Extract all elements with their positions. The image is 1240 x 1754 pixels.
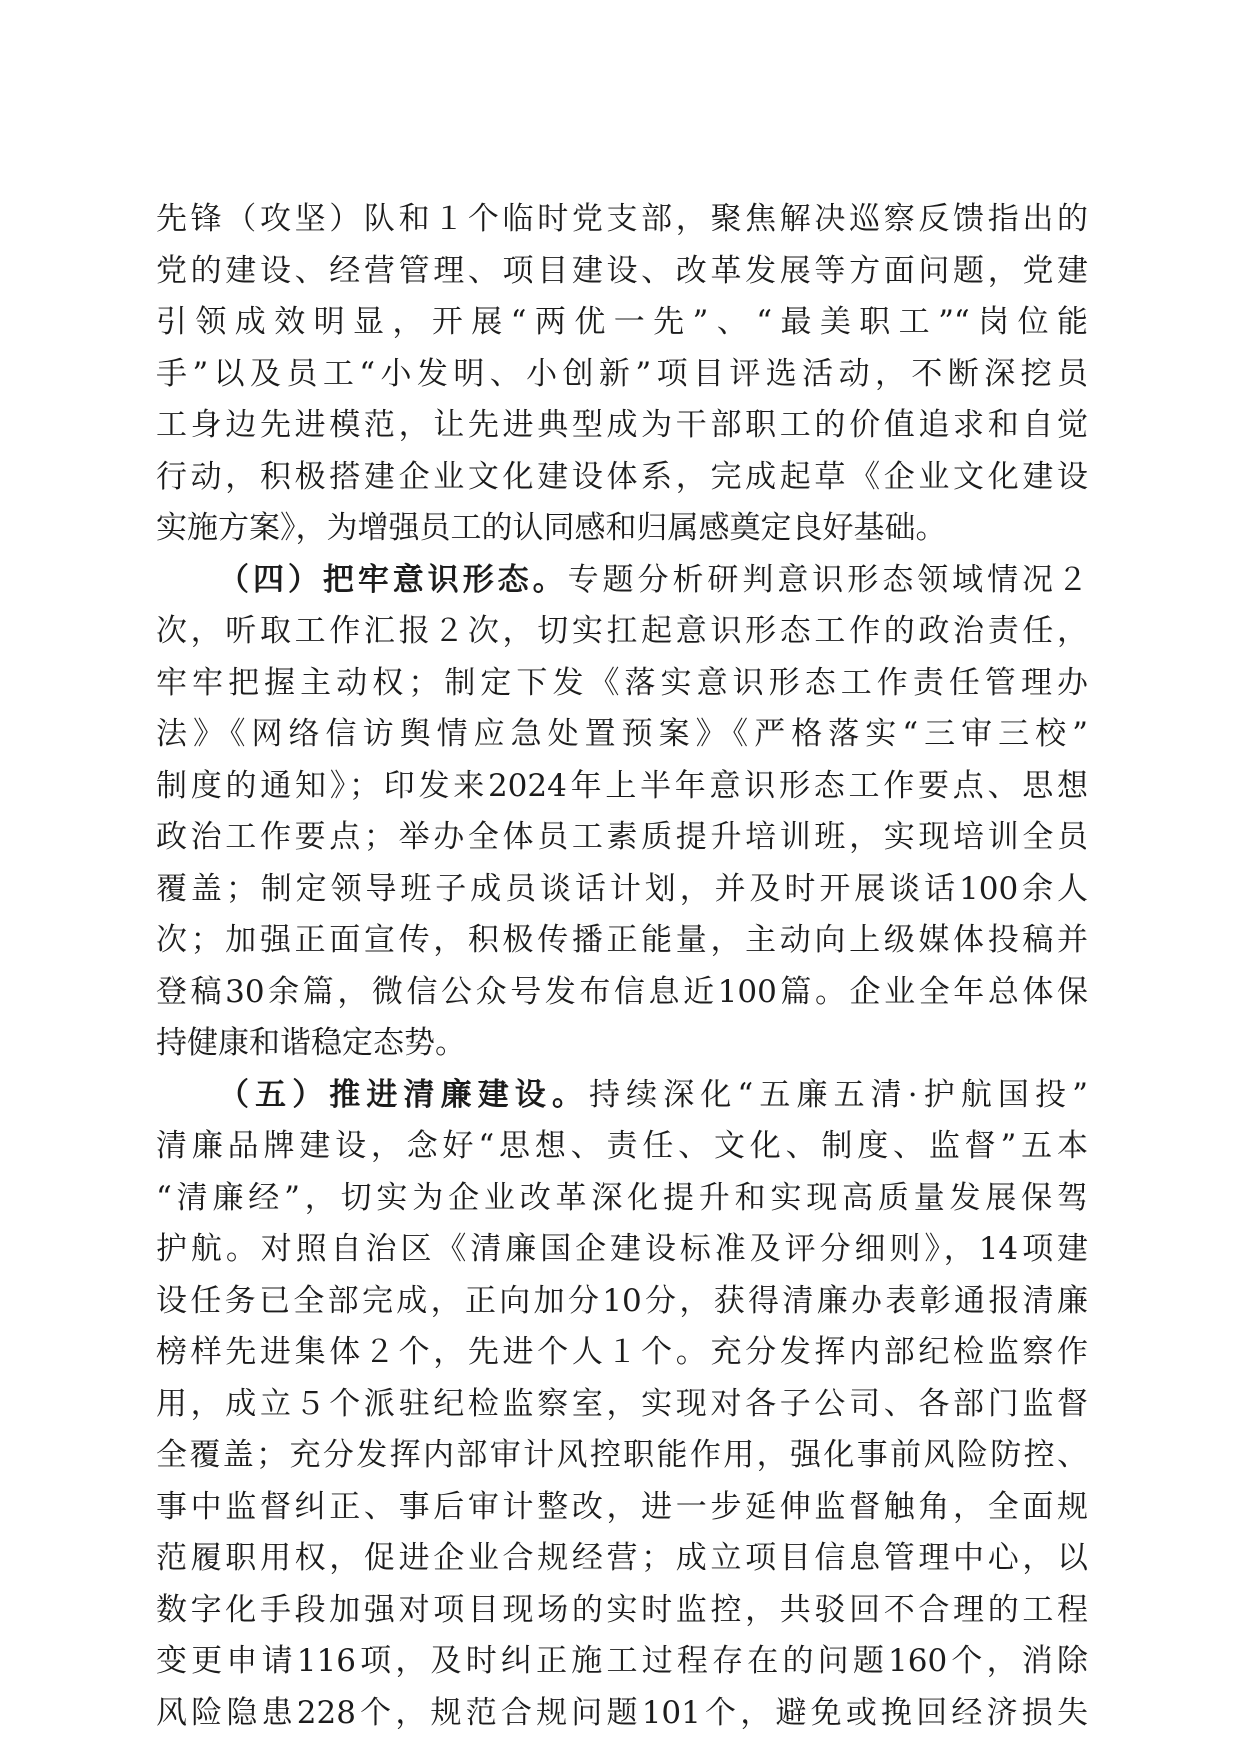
paragraph-integrity bbox=[156, 1070, 1088, 1740]
text-line: 实施方案》，为增强员工的认同感和归属感奠定良好基础。 bbox=[156, 510, 947, 546]
text-line: 次；加强正面宣传，积极传播正能量，主动向上级媒体投稿并 bbox=[156, 922, 1088, 958]
text-line: 政治工作要点；举办全体员工素质提升培训班，实现培训全员 bbox=[156, 819, 1088, 855]
text-line: 制度的通知》；印发来2024年上半年意识形态工作要点、思想 bbox=[156, 767, 1088, 804]
paragraph-first-line bbox=[156, 1070, 1088, 1122]
text-line: 设任务已全部完成，正向加分10分，获得清廉办表彰通报清廉 bbox=[156, 1282, 1088, 1319]
text-line: 清廉品牌建设，念好“思想、责任、文化、制度、监督”五本 bbox=[156, 1128, 1088, 1164]
text-line: 行动，积极搭建企业文化建设体系，完成起草《企业文化建设 bbox=[156, 458, 1088, 495]
text-line: 榜样先进集体２个，先进个人１个。充分发挥内部纪检监察作 bbox=[156, 1334, 1088, 1370]
section-heading: （五）推进清廉建设。 bbox=[218, 1076, 590, 1113]
text-line: 范履职用权，促进企业合规经营；成立项目信息管理中心，以 bbox=[156, 1540, 1088, 1576]
text-line: “清廉经”，切实为企业改革深化提升和实现高质量发展保驾 bbox=[156, 1179, 1088, 1216]
document-body bbox=[156, 194, 1088, 1739]
text-line: 护航。对照自治区《清廉国企建设标准及评分细则》，14项建 bbox=[156, 1231, 1088, 1267]
text-span: 持续深化“五廉五清·护航国投” bbox=[589, 1076, 1088, 1113]
section-heading: （四）把牢意识形态。 bbox=[218, 561, 568, 598]
paragraph-ideology bbox=[156, 555, 1088, 1070]
text-line: 手”以及员工“小发明、小创新”项目评选活动，不断深挖员 bbox=[156, 355, 1088, 392]
text-line: 牢牢把握主动权；制定下发《落实意识形态工作责任管理办 bbox=[156, 664, 1088, 701]
text-line: 次，听取工作汇报２次，切实扛起意识形态工作的政治责任， bbox=[156, 613, 1088, 649]
text-line: 引领成效明显，开展“两优一先”、“最美职工”“岗位能 bbox=[156, 304, 1088, 340]
text-span: 专题分析研判意识形态领域情况２ bbox=[567, 561, 1089, 598]
text-line: 用，成立５个派驻纪检监察室，实现对各子公司、各部门监督 bbox=[156, 1385, 1088, 1422]
text-line: 登稿30余篇，微信公众号发布信息近100篇。企业全年总体保 bbox=[156, 973, 1088, 1010]
text-line: 党的建设、经营管理、项目建设、改革发展等方面问题，党建 bbox=[156, 252, 1088, 289]
text-line: 全覆盖；充分发挥内部审计风控职能作用，强化事前风险防控、 bbox=[156, 1437, 1088, 1473]
text-line: 数字化手段加强对项目现场的实时监控，共驳回不合理的工程 bbox=[156, 1591, 1088, 1628]
text-line: 工身边先进模范，让先进典型成为干部职工的价值追求和自觉 bbox=[156, 407, 1088, 443]
text-line: 持健康和谐稳定态势。 bbox=[156, 1025, 466, 1061]
text-line: 风险隐患228个，规范合规问题101个，避免或挽回经济损失 bbox=[156, 1694, 1088, 1731]
paragraph-first-line bbox=[156, 555, 1088, 607]
text-line: 事中监督纠正、事后审计整改，进一步延伸监督触角，全面规 bbox=[156, 1488, 1088, 1525]
paragraph-party-building bbox=[156, 194, 1088, 555]
text-line: 法》《网络信访舆情应急处置预案》《严格落实“三审三校” bbox=[156, 716, 1088, 752]
text-line: 覆盖；制定领导班子成员谈话计划，并及时开展谈话100余人 bbox=[156, 870, 1088, 907]
text-line: 先锋（攻坚）队和１个临时党支部，聚焦解决巡察反馈指出的 bbox=[156, 201, 1088, 237]
text-line: 变更申请116项，及时纠正施工过程存在的问题160个，消除 bbox=[156, 1643, 1088, 1679]
